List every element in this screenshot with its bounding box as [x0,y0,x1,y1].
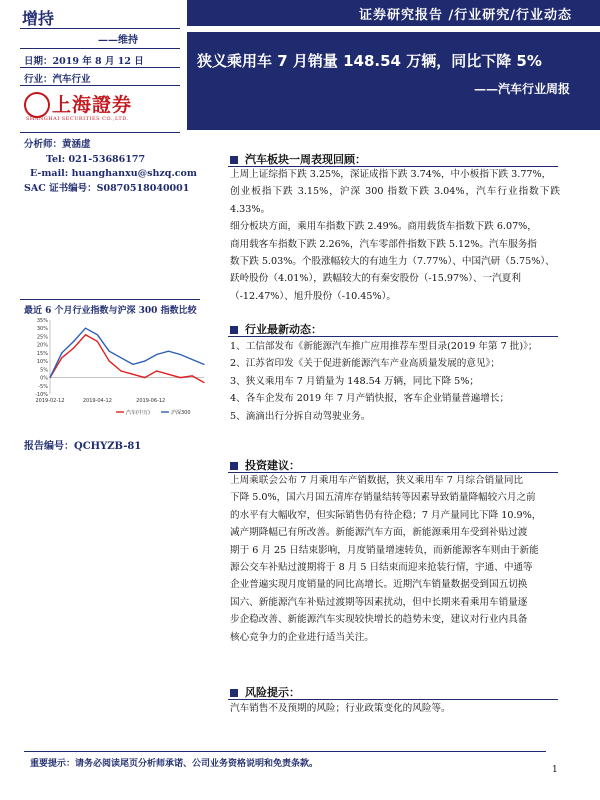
market-line: 数下跌 5.03%。个股涨幅较大的有迪生力（7.77%）、中国汽研（5.75%）、 [230,256,555,268]
data-point [61,352,62,353]
data-point [156,354,157,355]
square-bullet-icon [230,326,238,334]
data-point [132,374,133,375]
news-item: 1、工信部发布《新能源汽车推广应用推荐车型目录(2019 年第 7 批)》； [230,341,538,352]
advice-line: 减产期降幅已有所改善。新能源汽车方面，新能源乘用车受到补贴过渡 [230,527,528,539]
data-point [109,351,110,352]
rating-underline [20,28,180,29]
legend-label: 沪深300 [171,410,191,416]
advice-line: 上周乘联会公布 7 月乘用车产销数据，狭义乘用车 7 月综合销量同比 [230,475,524,486]
data-point [144,377,145,378]
market-line: 跃岭股份（4.01%），跌幅较大的有秦安股份（-15.97%）、一汽夏利 [230,273,521,285]
data-point [180,354,181,355]
legend-label: 汽车(中万) [126,410,150,416]
x-tick-label: 2019-06-12 [136,398,166,404]
chart-top-line [20,299,200,300]
data-point [120,357,121,358]
section-market-title: 汽车板块一周表现回顾： [245,153,366,166]
title-box [187,32,600,130]
analyst-sac: SAC 证书编号：S0870518040001 [24,182,190,194]
meta-bottom-line [20,85,180,86]
analyst-name: 分析师：黄涵虚 [24,139,91,150]
data-point [203,382,204,383]
advice-line: 源公交车补贴过渡期将于 8 月 5 日结束而迎来抢装行情，宇通、中通等 [230,562,533,574]
analyst-email: E-mail: huanghanxu@shzq.com [30,168,197,179]
report-date: 日期：2019 年 8 月 12 日 [24,56,144,67]
rating: 增持 [22,9,55,28]
market-line: （-12.47%）、旭升股份（-10.45%）。 [230,290,396,302]
data-point [132,364,133,365]
report-number: 报告编号：QCHYZB-81 [24,441,142,452]
data-point [97,334,98,335]
news-item: 3、狭义乘用车 7 月销量为 148.54 万辆，同比下降 5%； [230,375,479,387]
y-tick-label: 10% [36,359,48,366]
section-news-heading [230,321,322,337]
advice-line: 的水平有大幅收窄，但实际销售仍有待企稳；7 月产量同比下降 10.9%， [230,509,542,521]
section-market-heading [230,151,366,167]
y-tick-label: 25% [36,334,48,341]
logo-bottom-line [20,132,180,133]
logo-name: 上海證券 [52,94,133,116]
y-tick-label: -5% [38,383,48,390]
advice-line: 国六、新能源汽车补贴过渡期等因素扰动，但中长期来看乘用车销量逐 [230,596,528,608]
logo-english: SHANGHAI SECURITIES CO.,LTD. [26,116,129,122]
section-advice-body [230,472,560,646]
data-point [180,377,181,378]
report-subtitle: ——汽车行业周报 [473,82,570,96]
advice-line: 核心竞争力的企业进行适当关注。 [230,631,374,643]
index-comparison-chart [28,316,208,421]
section-risk-title: 风险提示： [245,686,300,699]
section-news-list [230,338,560,425]
y-tick-label: 20% [36,342,48,349]
y-tick-label: -10% [35,392,48,398]
meta-mid-line [20,67,180,68]
advice-line: 步企稳改善、新能源汽车实现较快增长的趋势未变，建议对行业内具备 [230,614,528,626]
y-tick-label: 35% [36,318,48,324]
company-logo [22,90,172,126]
news-item: 2、江苏省印发《关于促进新能源汽车产业高质量发展的意见》； [230,358,500,370]
data-point [73,347,74,348]
square-bullet-icon [230,156,238,164]
report-industry: 行业：汽车行业 [24,74,91,85]
square-bullet-icon [230,462,238,470]
section-market-body [230,166,560,305]
section-news-title: 行业最新动态： [245,323,322,336]
rating-maintain: ——维持 [98,35,138,46]
y-tick-label: 0% [40,375,48,382]
section-advice-title: 投资建议： [245,459,300,472]
advice-line: 企业普遍实现月度销量的同比高增长。近期汽车销量数据受到国五切换 [230,579,528,591]
data-point [85,328,86,329]
data-point [85,334,86,335]
footer-notice: 重要提示：请务必阅读尾页分析师承诺、公司业务资格说明和免责条款。 [30,759,319,769]
section-advice-heading [230,457,300,473]
data-point [120,370,121,371]
data-point [203,364,204,365]
data-point [156,370,157,371]
data-point [49,377,50,378]
series-line [50,328,204,377]
section-risk-heading [230,684,300,700]
category-bar [187,0,600,26]
data-point [109,361,110,362]
x-tick-label: 2019-02-12 [35,398,65,404]
data-point [168,351,169,352]
square-bullet-icon [230,689,238,697]
meta-top-line [20,48,180,49]
data-point [168,374,169,375]
market-line: 细分板块方面，乘用车指数下跌 2.49%。商用载货车指数下跌 6.07%， [230,221,537,233]
analyst-block [24,138,197,196]
logo-emblem [24,92,50,118]
y-tick-label: 15% [36,350,48,357]
news-item: 4、各车企发布 2019 年 7 月产销快报，客车企业销量普遍增长； [230,393,510,405]
section-news-rule [228,336,558,337]
y-tick-label: 30% [36,326,48,333]
data-point [61,357,62,358]
market-line: 上周上证综指下跌 3.25%，深证成指下跌 3.74%，中小板指下跌 3.77%， [230,169,552,180]
footer-rule [24,751,546,752]
advice-line: 期于 6 月 25 日结束影响，月度销量增速转负，而新能源客车则由于新能 [230,544,539,556]
data-point [192,359,193,360]
category-bar-text: 证券研究报告 /行业研究/行业动态 [358,8,572,23]
analyst-tel: Tel: 021-53686177 [46,153,146,165]
market-line: 商用载客车指数下跌 2.26%，汽车零部件指数下跌 5.12%。汽车服务指 [230,238,537,250]
data-point [97,341,98,342]
data-point [192,375,193,376]
news-item: 5、滴滴出行分拆自动驾驶业务。 [230,410,371,422]
y-tick-label: 5% [40,367,48,374]
report-title: 狭义乘用车 7 月销量 148.54 万辆，同比下降 5% [197,52,542,70]
data-point [144,361,145,362]
x-tick-label: 2019-04-12 [82,398,112,404]
market-line: 创业板指下跌 3.15%，沪深 300 指数下跌 3.04%，汽车行业指数下跌 4.33%。 [230,186,560,215]
chart-title: 最近 6 个月行业指数与沪深 300 指数比较 [24,306,197,316]
data-point [73,341,74,342]
advice-line: 下降 5.0%，国六月国五清库存销量结转等因素导致销量降幅较六月之前 [230,492,536,504]
page-number: 1 [552,765,558,775]
section-risk-body: 汽车销售不及预期的风险；行业政策变化的风险等。 [230,703,451,714]
